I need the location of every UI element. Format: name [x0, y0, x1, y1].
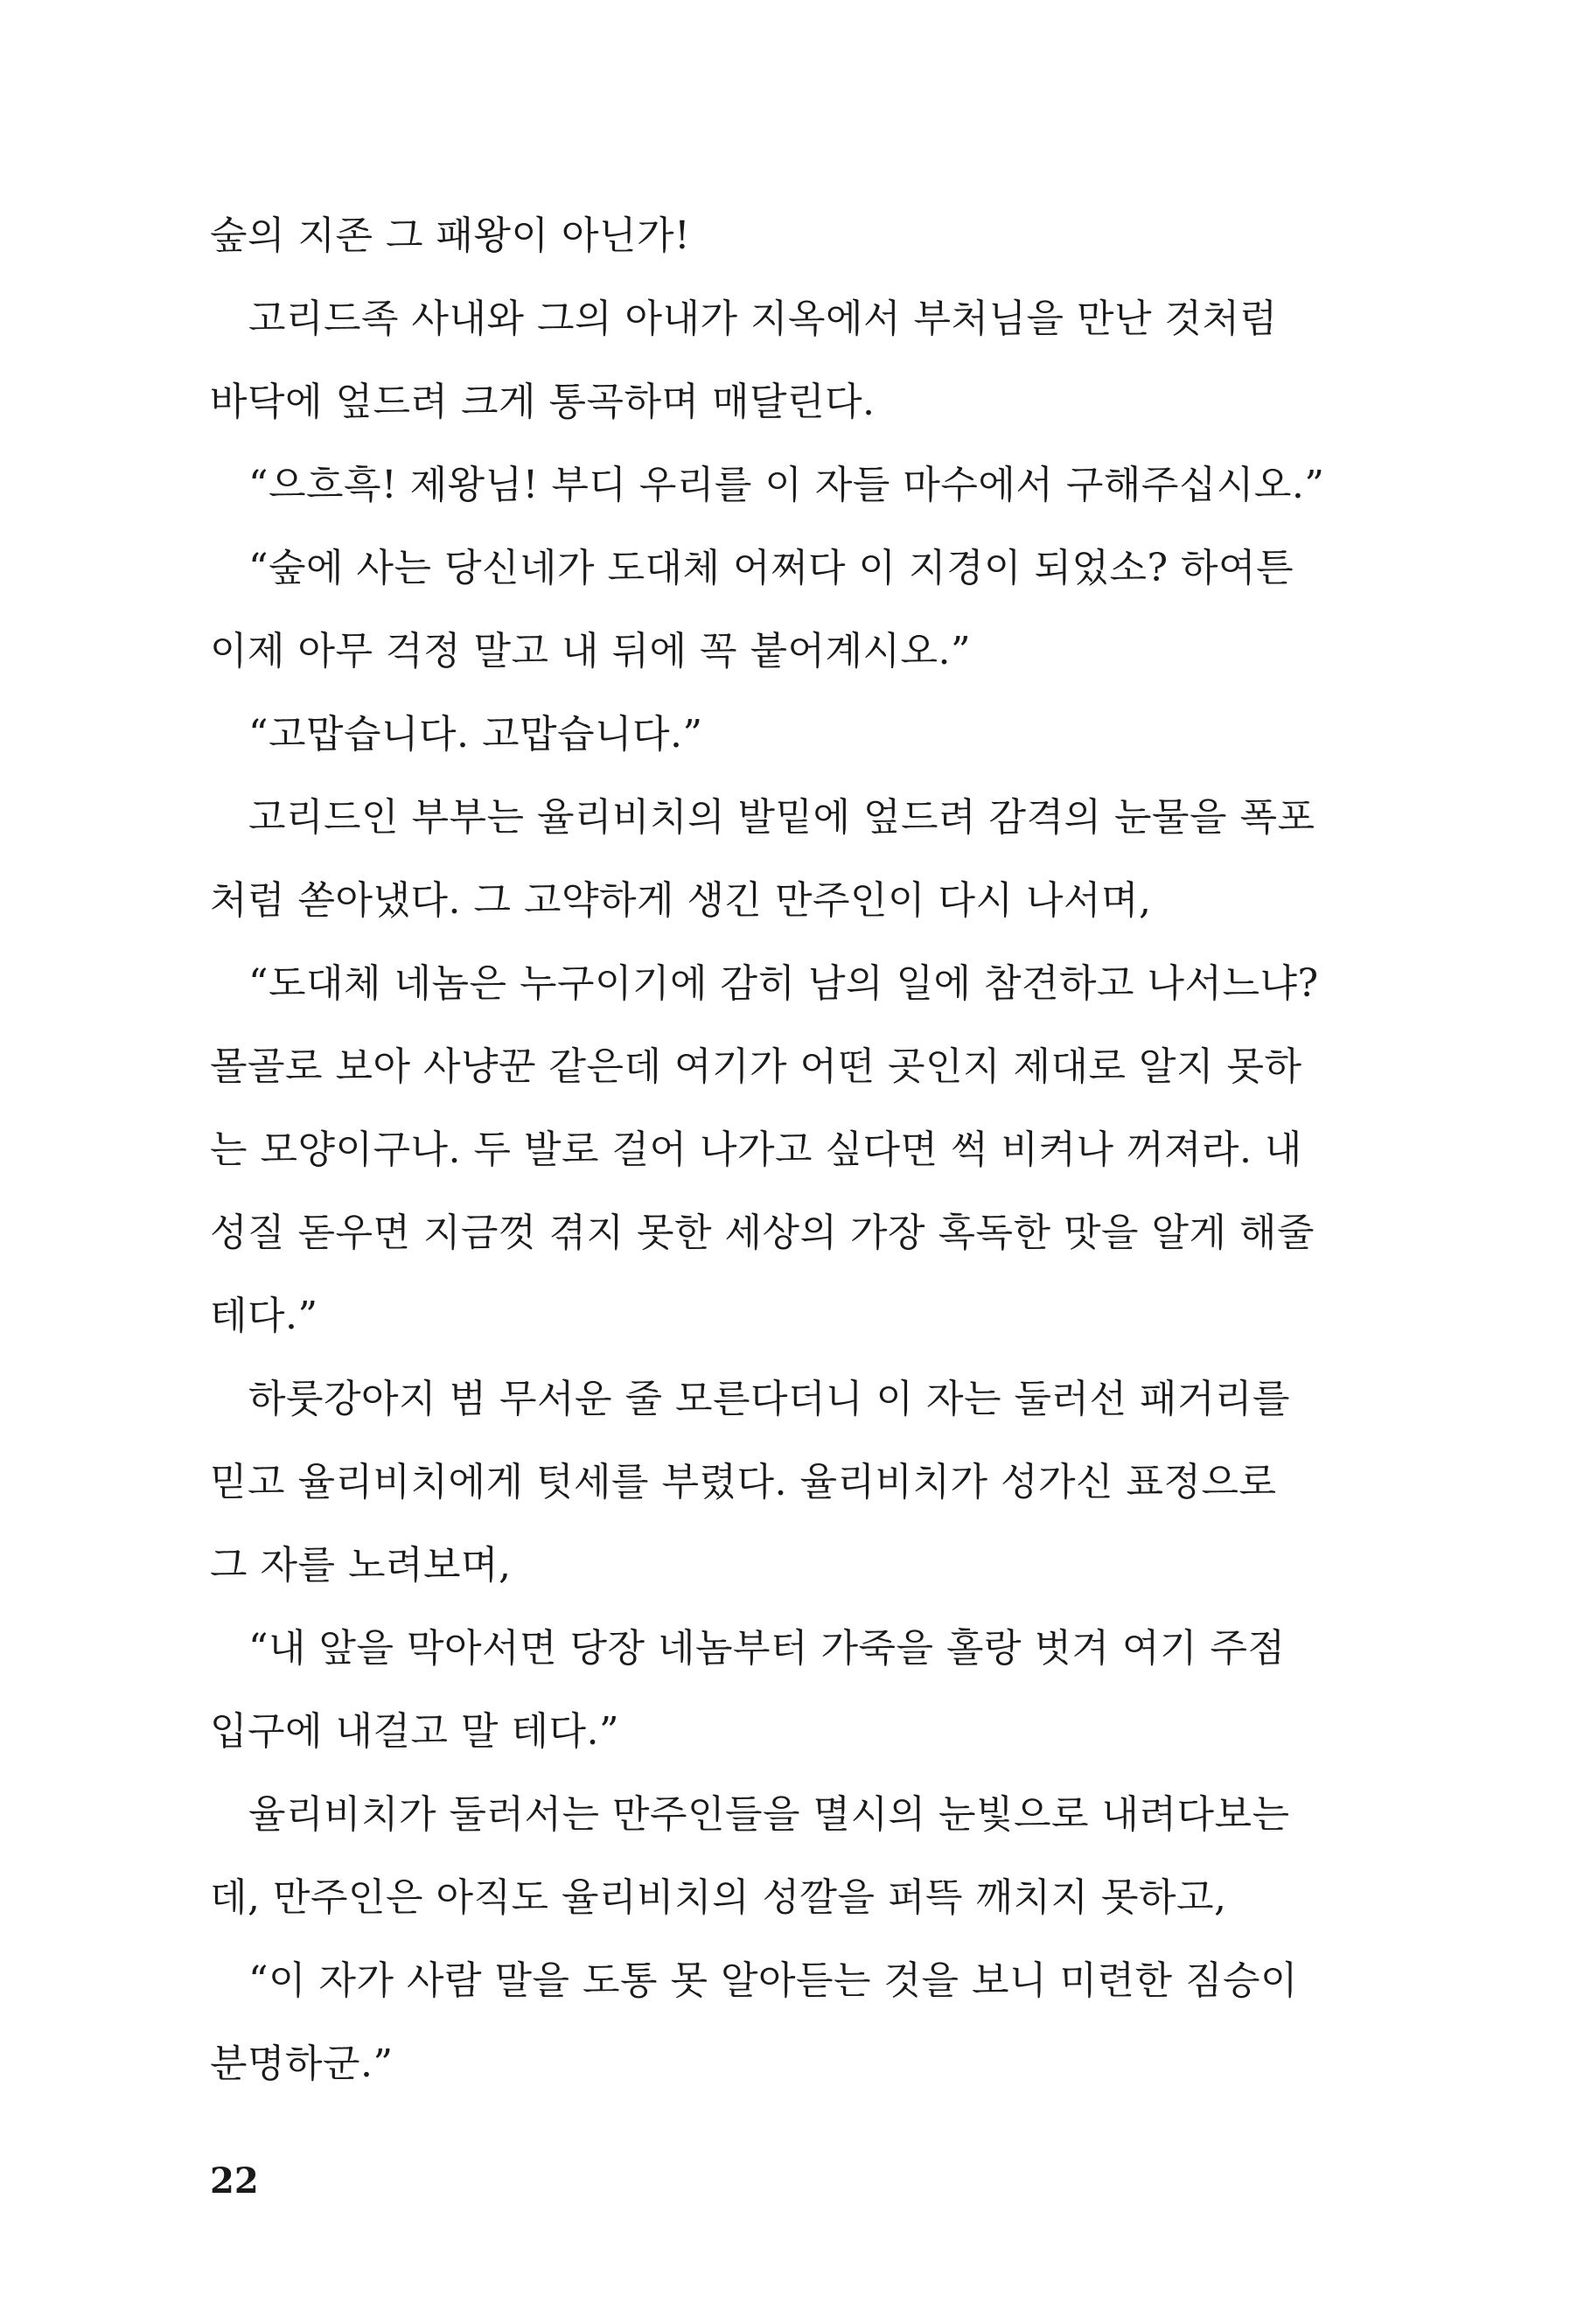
text-line: 그 자를 노려보며, [210, 1543, 512, 1588]
text-line: 율리비치가 둘러서는 만주인들을 멸시의 눈빛으로 내려다보는 [248, 1792, 1290, 1837]
text-line: 분명하군.” [210, 2041, 394, 2086]
text-line: “고맙습니다. 고맙습니다.” [248, 712, 703, 757]
text-line: 성질 돋우면 지금껏 겪지 못한 세상의 가장 혹독한 맛을 알게 해줄 [210, 1211, 1315, 1255]
text-line: 처럼 쏟아냈다. 그 고약하게 생긴 만주인이 다시 나서며, [210, 878, 1152, 923]
text-line: 믿고 율리비치에게 텃세를 부렸다. 율리비치가 성가신 표정으로 [210, 1460, 1277, 1504]
text-line: “으흐흑! 제왕님! 부디 우리를 이 자들 마수에서 구해주십시오.” [248, 463, 1325, 507]
text-line: 데, 만주인은 아직도 율리비치의 성깔을 퍼뜩 깨치지 못하고, [210, 1875, 1227, 1920]
text-line: 고리드족 사내와 그의 아내가 지옥에서 부처님을 만난 것처럼 [248, 297, 1278, 341]
text-line: 는 모양이구나. 두 발로 걸어 나가고 싶다면 썩 비켜나 꺼져라. 내 [210, 1127, 1302, 1172]
text-line: “숲에 사는 당신네가 도대체 어쩌다 이 지경이 되었소? 하여튼 [248, 546, 1294, 590]
text-line: 바닥에 엎드려 크게 통곡하며 매달린다. [210, 380, 876, 424]
text-line: 숲의 지존 그 패왕이 아닌가! [210, 213, 691, 258]
text-line: 이제 아무 걱정 말고 내 뒤에 꼭 붙어계시오.” [210, 629, 971, 673]
text-line: 몰골로 보아 사냥꾼 같은데 여기가 어떤 곳인지 제대로 알지 못하 [210, 1044, 1302, 1089]
text-line: 하룻강아지 범 무서운 줄 모른다더니 이 자는 둘러선 패거리를 [248, 1377, 1290, 1421]
text-line: 입구에 내걸고 말 테다.” [210, 1709, 619, 1754]
text-line: “도대체 네놈은 누구이기에 감히 남의 일에 참견하고 나서느냐? [248, 961, 1319, 1006]
text-line: 고리드인 부부는 율리비치의 발밑에 엎드려 감격의 눈물을 폭포 [248, 795, 1315, 840]
text-line: “이 자가 사람 말을 도통 못 알아듣는 것을 보니 미련한 짐승이 [248, 1958, 1298, 2003]
page-number: 22 [210, 2160, 259, 2202]
text-line: 테다.” [210, 1294, 318, 1338]
body-text [210, 194, 1325, 2105]
text-line: “내 앞을 막아서면 당장 네놈부터 가죽을 홀랑 벗겨 여기 주점 [248, 1626, 1286, 1671]
